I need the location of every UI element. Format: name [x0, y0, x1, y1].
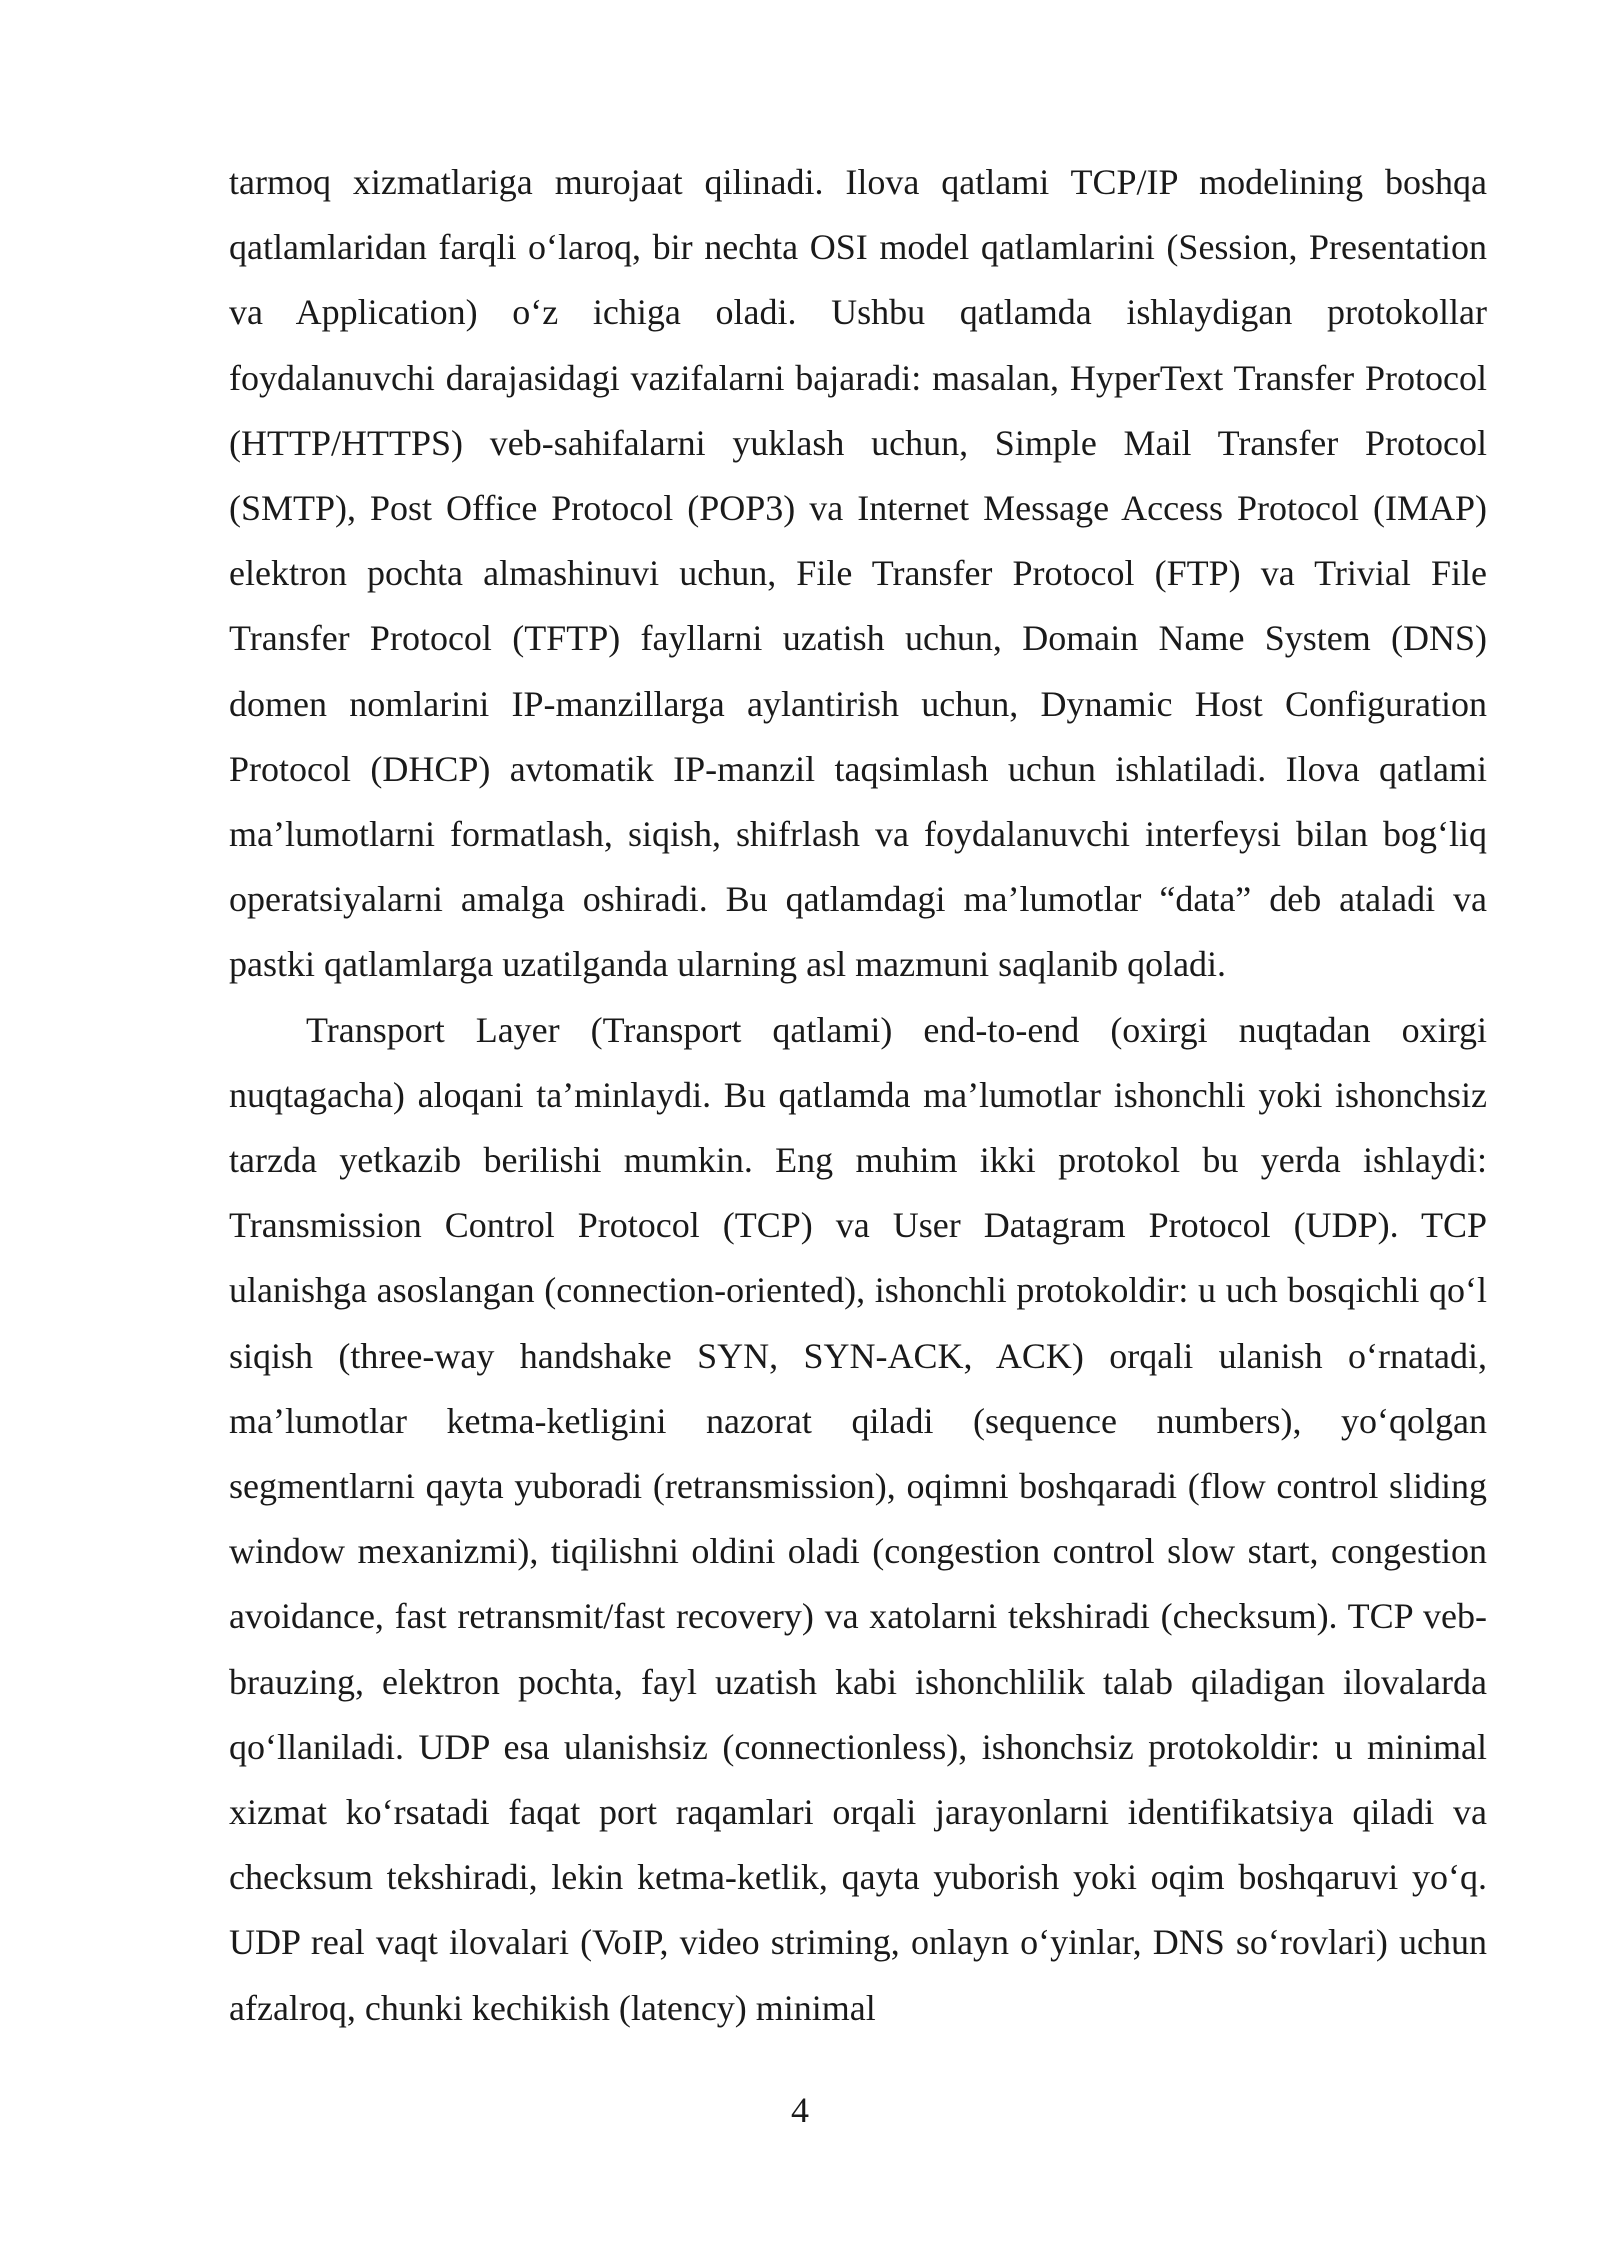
page-number: 4: [791, 2090, 809, 2130]
body-text: [229, 150, 1487, 2041]
paragraph-transport-layer: Transport Layer (Transport qatlami) end-to-end (oxirgi nuqtadan oxirgi nuqtagacha) aloqani ta’minlaydi. Bu qatlamda ma’lumotlar ishonchli yoki ishonchsiz tarzda yetkazib berilishi mumkin. Eng muhim ikki protokol bu yerda ishlaydi: Transmission Control Protocol (TCP) va User Datagram Protocol (UDP). TCP ulanishga asoslangan (connection-oriented), ishonchli protokoldir: u uch bosqichli qo‘l siqish (three-way handshake SYN, SYN-ACK, ACK) orqali ulanish o‘rnatadi, ma’lumotlar ketma-ketligini nazorat qiladi (sequence numbers), yo‘qolgan segmentlarni qayta yuboradi (retransmission), oqimni boshqaradi (flow control sliding window mexanizmi), tiqilishni oldini oladi (congestion control slow start, congestion avoidance, fast retransmit/fast recovery) va xatolarni tekshiradi (checksum). TCP veb-brauzing, elektron pochta, fayl uzatish kabi ishonchlilik talab qiladigan ilovalarda qo‘llaniladi. UDP esa ulanishsiz (connectionless), ishonchsiz protokoldir: u minimal xizmat ko‘rsatadi faqat port raqamlari orqali jarayonlarni identifikatsiya qiladi va checksum tekshiradi, lekin ketma-ketlik, qayta yuborish yoki oqim boshqaruvi yo‘q. UDP real vaqt ilovalari (VoIP, video striming, onlayn o‘yinlar, DNS so‘rovlari) uchun afzalroq, chunki kechikish (latency) minimal: [229, 1009, 1487, 2028]
paragraph-application-layer: tarmoq xizmatlariga murojaat qilinadi. Ilova qatlami TCP/IP modelining boshqa qatlamlaridan farqli o‘laroq, bir nechta OSI model qatlamlarini (Session, Presentation va Application) o‘z ichiga oladi. Ushbu qatlamda ishlaydigan protokollar foydalanuvchi darajasidagi vazifalarni bajaradi: masalan, HyperText Transfer Protocol (HTTP/HTTPS) veb-sahifalarni yuklash uchun, Simple Mail Transfer Protocol (SMTP), Post Office Protocol (POP3) va Internet Message Access Protocol (IMAP) elektron pochta almashinuvi uchun, File Transfer Protocol (FTP) va Trivial File Transfer Protocol (TFTP) fayllarni uzatish uchun, Domain Name System (DNS) domen nomlarini IP-manzillarga aylantirish uchun, Dynamic Host Configuration Protocol (DHCP) avtomatik IP-manzil taqsimlash uchun ishlatiladi. Ilova qatlami ma’lumotlarni formatlash, siqish, shifrlash va foydalanuvchi interfeysi bilan bog‘liq operatsiyalarni amalga oshiradi. Bu qatlamdagi ma’lumotlar “data” deb ataladi va pastki qatlamlarga uzatilganda ularning asl mazmuni saqlanib qoladi.: [229, 162, 1487, 985]
